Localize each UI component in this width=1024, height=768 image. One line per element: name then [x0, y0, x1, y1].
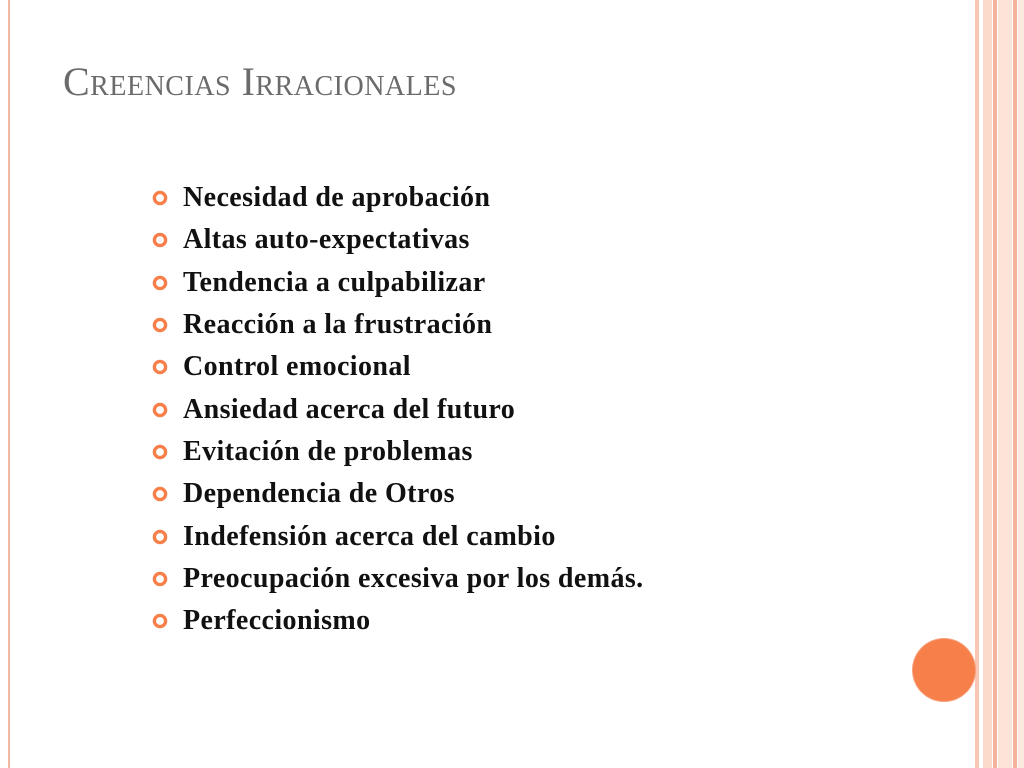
- bullet-list: [152, 177, 644, 642]
- ring-bullet-icon: [152, 613, 168, 629]
- ring-bullet-icon: [152, 275, 168, 291]
- left-border-line: [8, 0, 10, 768]
- right-decor-bar: [983, 0, 992, 768]
- right-decor-bar: [1013, 0, 1017, 768]
- ring-bullet-icon: [152, 529, 168, 545]
- slide-title: Creencias Irracionales: [63, 59, 457, 104]
- right-decor-bar: [993, 0, 997, 768]
- list-item: [152, 558, 644, 600]
- list-item: [152, 262, 644, 304]
- list-item: [152, 177, 644, 219]
- bullet-text: Evitación de problemas: [183, 435, 473, 467]
- bullet-text: Preocupación excesiva por los demás.: [183, 562, 644, 594]
- ring-bullet-icon: [152, 317, 168, 333]
- ring-bullet-icon: [152, 402, 168, 418]
- list-item: [152, 304, 644, 346]
- list-item: [152, 346, 644, 388]
- bullet-text: Reacción a la frustración: [183, 309, 493, 341]
- right-decor-bar: [975, 0, 979, 768]
- list-item: [152, 515, 644, 557]
- bullet-text: Perfeccionismo: [183, 605, 371, 637]
- ring-bullet-icon: [152, 571, 168, 587]
- ring-bullet-icon: [152, 359, 168, 375]
- bullet-text: Control emocional: [183, 351, 411, 383]
- bullet-text: Tendencia a culpabilizar: [183, 266, 486, 298]
- bullet-text: Necesidad de aprobación: [183, 182, 491, 214]
- bullet-text: Indefensión acerca del cambio: [183, 520, 556, 552]
- list-item: [152, 219, 644, 261]
- bullet-text: Altas auto-expectativas: [183, 224, 470, 256]
- list-item: [152, 600, 644, 642]
- list-item: [152, 388, 644, 430]
- ring-bullet-icon: [152, 190, 168, 206]
- list-item: [152, 431, 644, 473]
- right-decor-bar: [998, 0, 1012, 768]
- bullet-text: Dependencia de Otros: [183, 478, 455, 510]
- orange-circle-decoration: [913, 639, 975, 701]
- bullet-text: Ansiedad acerca del futuro: [183, 393, 516, 425]
- ring-bullet-icon: [152, 444, 168, 460]
- list-item: [152, 473, 644, 515]
- right-decor-bar: [1018, 0, 1024, 768]
- ring-bullet-icon: [152, 232, 168, 248]
- ring-bullet-icon: [152, 486, 168, 502]
